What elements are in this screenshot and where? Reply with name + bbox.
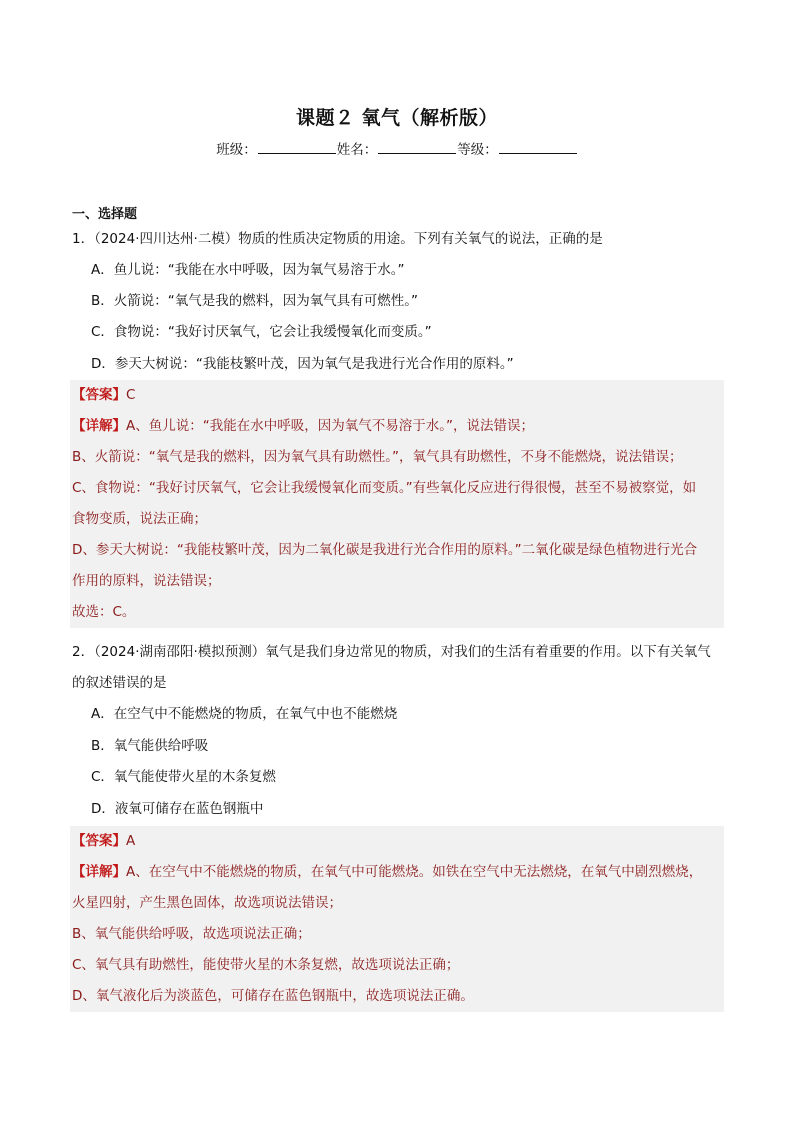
question-2-option-c: C．氧气能使带火星的木条复燃 [91, 769, 276, 785]
section-heading: 一、选择题 [72, 207, 138, 222]
detail-tag: 【详解】 [72, 864, 126, 880]
question-1-option-d: D．参天大树说：“我能枝繁叶茂，因为氧气是我进行光合作用的原料。” [91, 356, 514, 372]
grade-blank[interactable] [499, 141, 577, 154]
class-label: 班级： [216, 142, 257, 158]
question-1-answer-block [70, 380, 724, 628]
student-info-fields [0, 138, 794, 158]
detail-tag: 【详解】 [72, 418, 126, 434]
question-2-option-a: A．在空气中不能燃烧的物质，在氧气中也不能燃烧 [91, 706, 398, 722]
question-1-answer: C [126, 387, 136, 403]
detail-line: 作用的原料，说法错误； [72, 573, 221, 589]
question-1-option-c: C．食物说：“我好讨厌氧气，它会让我缓慢氧化而变质。” [91, 324, 432, 340]
detail-line: B、氧气能供给呼吸，故选项说法正确； [72, 926, 311, 942]
question-2-stem-line: 2．（2024·湖南邵阳·模拟预测）氧气是我们身边常见的物质，对我们的生活有着重要的作用。以下有关氧气 [72, 644, 711, 660]
question-2-answer: A [126, 833, 136, 849]
question-1-option-a: A．鱼儿说：“我能在水中呼吸，因为氧气易溶于水。” [91, 262, 405, 278]
detail-line: D、氧气液化后为淡蓝色，可储存在蓝色钢瓶中，故选项说法正确。 [72, 988, 474, 1004]
name-label: 姓名： [336, 142, 378, 158]
grade-label: 等级： [457, 142, 498, 158]
page-title: 课题２ 氧气（解析版） [295, 107, 499, 129]
question-2-option-d: D．液氧可储存在蓝色钢瓶中 [91, 801, 264, 817]
detail-line: D、参天大树说：“我能枝繁叶茂，因为二氧化碳是我进行光合作用的原料。”二氧化碳是绿色植物进行光合 [72, 542, 698, 558]
detail-line: B、火箭说：“氧气是我的燃料，因为氧气具有助燃性。”，氧气具有助燃性，不身不能燃烧，说法错误； [72, 449, 683, 465]
question-1-option-b: B．火箭说：“氧气是我的燃料，因为氧气具有可燃性。” [91, 293, 418, 309]
question-2-stem-line: 的叙述错误的是 [72, 675, 167, 691]
name-blank[interactable] [378, 141, 456, 154]
detail-line: A、在空气中不能燃烧的物质，在氧气中可能燃烧。如铁在空气中无法燃烧，在氧气中剧烈燃烧， [126, 864, 703, 880]
detail-line: C、食物说：“我好讨厌氧气，它会让我缓慢氧化而变质。”有些氧化反应进行得很慢，甚至不易被察觉，如 [72, 480, 697, 496]
question-1-stem: 1．（2024·四川达州·二模）物质的性质决定物质的用途。下列有关氧气的说法，正确的是 [72, 231, 603, 247]
detail-line: 食物变质，说法正确； [72, 511, 207, 527]
question-2-stem [72, 637, 724, 699]
answer-tag: 【答案】 [72, 833, 126, 849]
answer-tag: 【答案】 [72, 387, 126, 403]
detail-line: 火星四射，产生黑色固体，故选项说法错误； [72, 895, 342, 911]
question-2-answer-block [70, 826, 724, 1012]
detail-line: 故选：C。 [72, 604, 136, 620]
question-2-option-b: B．氧气能供给呼吸 [91, 738, 209, 754]
detail-line: C、氧气具有助燃性，能使带火星的木条复燃，故选项说法正确； [72, 957, 460, 973]
class-blank[interactable] [258, 141, 336, 154]
detail-line: A、鱼儿说：“我能在水中呼吸，因为氧气不易溶于水。”，说法错误； [126, 418, 534, 434]
